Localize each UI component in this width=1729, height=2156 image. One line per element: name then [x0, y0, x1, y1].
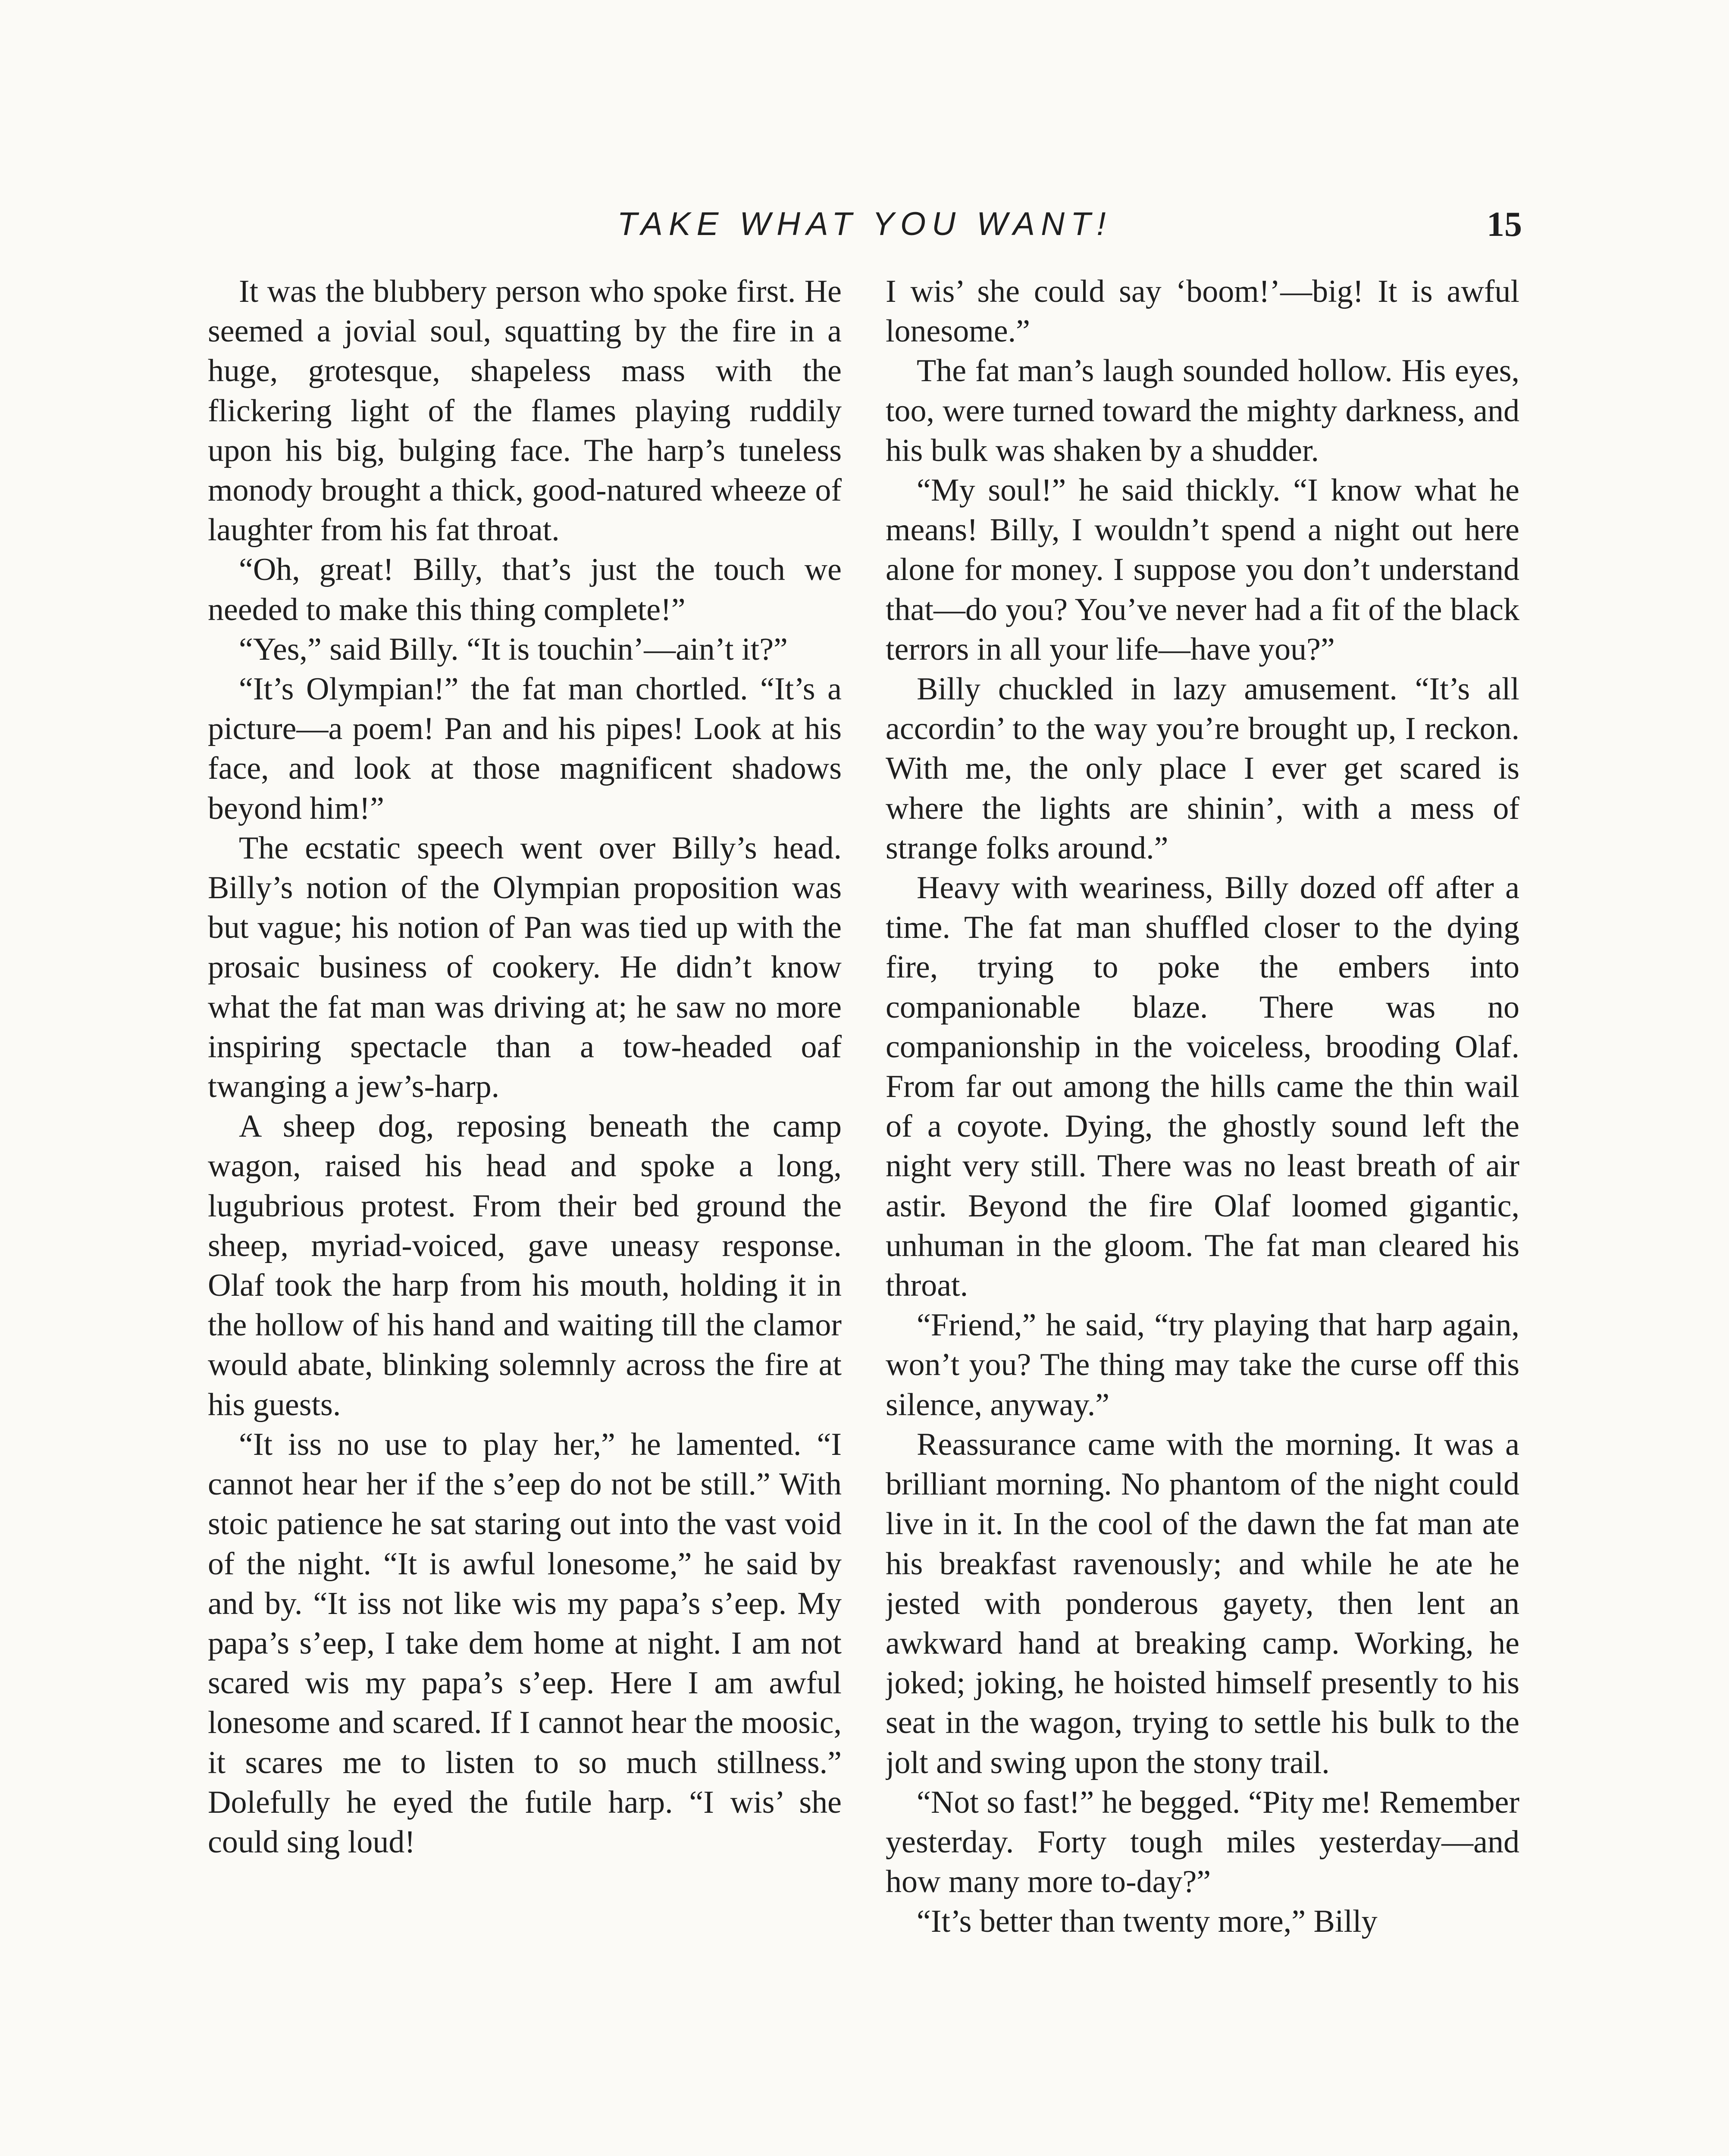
paragraph: Billy chuckled in lazy amusement. “It’s all accordin’ to the way you’re brought up, I reckon. With me, the only place I ever get scared is where the lights are shinin’, with a mess of strange folks around.”	[886, 671, 1519, 866]
paragraph: “Oh, great! Billy, that’s just the touch we needed to make this thing complete!”	[208, 552, 842, 627]
paragraph: “It iss no use to play her,” he lamented. “I cannot hear her if the s’eep do not be still.” With stoic patience he sat staring out into the vast void of the night. “It is awful lonesome,” he said by and by. “It iss not like wis my papa’s s’eep. My papa’s s’eep, I take dem home at night. I am not scared wis my papa’s s’eep. Here I am awful lonesome and scared. If I cannot hear the moosic, it scares me to listen to so much stillness.” Dolefully he eyed the futile harp. “I wis’ she could sing loud!	[208, 1426, 842, 1860]
right-column	[886, 272, 1519, 2156]
left-column	[208, 272, 842, 2156]
paragraph: “Yes,” said Billy. “It is touchin’—ain’t it?”	[239, 631, 788, 667]
paragraph: “It’s better than twenty more,” Billy	[917, 1904, 1378, 1940]
paragraph: Heavy with weariness, Billy dozed off after a time. The fat man shuffled closer to the dying fire, trying to poke the embers into companionable blaze. There was no companionship in the voiceless, brooding Olaf. From far out among the hills came the thin wail of a coyote. Dying, the ghostly sound left the night very still. There was no least breath of air astir. Beyond the fire Olaf loomed gigantic, unhuman in the gloom. The fat man cleared his throat.	[886, 870, 1519, 1304]
paragraph: The ecstatic speech went over Billy’s head. Billy’s notion of the Olympian proposition was but vague; his notion of Pan was tied up with the prosaic business of cookery. He didn’t know what the fat man was driving at; he saw no more inspiring spectacle than a tow-headed oaf twanging a jew’s-harp.	[208, 830, 842, 1105]
paragraph: It was the blubbery person who spoke first. He seemed a jovial soul, squatting by the fire in a huge, grotesque, shapeless mass with the flickering light of the flames playing ruddily upon his big, bulging face. The harp’s tuneless monody brought a thick, good-natured wheeze of laughter from his fat throat.	[208, 274, 842, 548]
paragraph: “Friend,” he said, “try playing that harp again, won’t you? The thing may take the curse off this silence, anyway.”	[886, 1307, 1519, 1423]
paragraph: The fat man’s laugh sounded hollow. His eyes, too, were turned toward the mighty darkness, and his bulk was shaken by a shudder.	[886, 353, 1519, 468]
paragraph: Reassurance came with the morning. It was a brilliant morning. No phantom of the night could live in it. In the cool of the dawn the fat man ate his breakfast ravenously; and while he ate he jested with ponderous gayety, then lent an awkward hand at breaking camp. Working, he joked; joking, he hoisted himself presently to his seat in the wagon, trying to settle his bulk to the jolt and swing upon the stony trail.	[886, 1426, 1519, 1780]
paragraph: A sheep dog, reposing beneath the camp wagon, raised his head and spoke a long, lugubrious protest. From their bed ground the sheep, myriad-voiced, gave uneasy response. Olaf took the harp from his mouth, holding it in the hollow of his hand and waiting till the clamor would abate, blinking solemnly across the fire at his guests.	[208, 1109, 842, 1423]
page-header	[207, 198, 1522, 250]
paragraph: “Not so fast!” he begged. “Pity me! Remember yesterday. Forty tough miles yesterday—and how many more to-day?”	[886, 1784, 1519, 1900]
paragraph-continuation: I wis’ she could say ‘boom!’—big! It is awful lonesome.”	[886, 274, 1519, 349]
paragraph: “My soul!” he said thickly. “I know what he means! Billy, I wouldn’t spend a night out here alone for money. I suppose you don’t understand that—do you? You’ve never had a fit of the black terrors in all your life—have you?”	[886, 473, 1519, 667]
page-number: 15	[1487, 204, 1522, 244]
running-title: TAKE WHAT YOU WANT!	[617, 206, 1112, 242]
paragraph: “It’s Olympian!” the fat man chortled. “It’s a picture—a poem! Pan and his pipes! Look at his face, and look at those magnificent shadows beyond him!”	[208, 671, 842, 826]
